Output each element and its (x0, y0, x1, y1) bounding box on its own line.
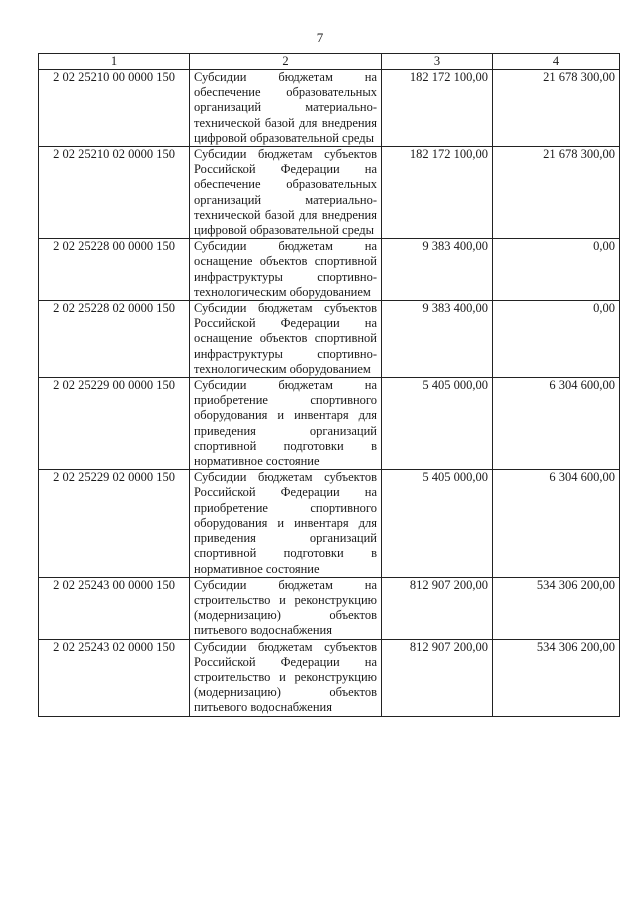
table-row (39, 470, 620, 577)
income-name: Субсидии бюджетам субъектов Российской Федерации на приобретение спортивного оборудования и инвентаря для приведения организаций спортивной подготовки в нормативное состояние (190, 470, 382, 577)
page-number: 7 (316, 30, 324, 45)
amount-column-3: 182 172 100,00 (382, 147, 493, 239)
amount-column-3: 5 405 000,00 (382, 378, 493, 470)
table-row (39, 378, 620, 470)
income-name: Субсидии бюджетам субъектов Российской Федерации на строительство и реконструкцию (модернизацию) объектов питьевого водоснабжения (190, 639, 382, 716)
column-header-2: 2 (190, 54, 382, 70)
amount-column-4: 0,00 (493, 301, 620, 378)
income-name: Субсидии бюджетам на обеспечение образовательных организаций материально-технической базой для внедрения цифровой образовательной среды (190, 70, 382, 147)
income-name: Субсидии бюджетам субъектов Российской Федерации на оснащение объектов спортивной инфраструктуры спортивно-технологическим оборудованием (190, 301, 382, 378)
amount-column-3: 5 405 000,00 (382, 470, 493, 577)
amount-column-4: 21 678 300,00 (493, 147, 620, 239)
classification-code: 2 02 25243 00 0000 150 (39, 577, 190, 639)
amount-column-4: 0,00 (493, 239, 620, 301)
table-row (39, 577, 620, 639)
classification-code: 2 02 25243 02 0000 150 (39, 639, 190, 716)
amount-column-3: 812 907 200,00 (382, 577, 493, 639)
classification-code: 2 02 25229 00 0000 150 (39, 378, 190, 470)
table-row (39, 301, 620, 378)
amount-column-4: 534 306 200,00 (493, 639, 620, 716)
amount-column-3: 9 383 400,00 (382, 239, 493, 301)
column-header-1: 1 (39, 54, 190, 70)
amount-column-4: 6 304 600,00 (493, 470, 620, 577)
income-name: Субсидии бюджетам на строительство и реконструкцию (модернизацию) объектов питьевого водоснабжения (190, 577, 382, 639)
classification-code: 2 02 25229 02 0000 150 (39, 470, 190, 577)
table-row (39, 239, 620, 301)
amount-column-3: 182 172 100,00 (382, 70, 493, 147)
amount-column-4: 6 304 600,00 (493, 378, 620, 470)
amount-column-3: 9 383 400,00 (382, 301, 493, 378)
classification-code: 2 02 25210 02 0000 150 (39, 147, 190, 239)
header-row (39, 54, 620, 70)
table-row (39, 147, 620, 239)
column-header-4: 4 (493, 54, 620, 70)
amount-column-4: 21 678 300,00 (493, 70, 620, 147)
classification-code: 2 02 25228 02 0000 150 (39, 301, 190, 378)
amount-column-4: 534 306 200,00 (493, 577, 620, 639)
income-name: Субсидии бюджетам субъектов Российской Федерации на обеспечение образовательных организаций материально-технической базой для внедрения цифровой образовательной среды (190, 147, 382, 239)
classification-code: 2 02 25210 00 0000 150 (39, 70, 190, 147)
amount-column-3: 812 907 200,00 (382, 639, 493, 716)
table-row (39, 70, 620, 147)
income-name: Субсидии бюджетам на приобретение спортивного оборудования и инвентаря для приведения организаций спортивной подготовки в нормативное состояние (190, 378, 382, 470)
budget-table (38, 53, 620, 717)
income-name: Субсидии бюджетам на оснащение объектов спортивной инфраструктуры спортивно-технологическим оборудованием (190, 239, 382, 301)
table-row (39, 639, 620, 716)
column-header-3: 3 (382, 54, 493, 70)
classification-code: 2 02 25228 00 0000 150 (39, 239, 190, 301)
